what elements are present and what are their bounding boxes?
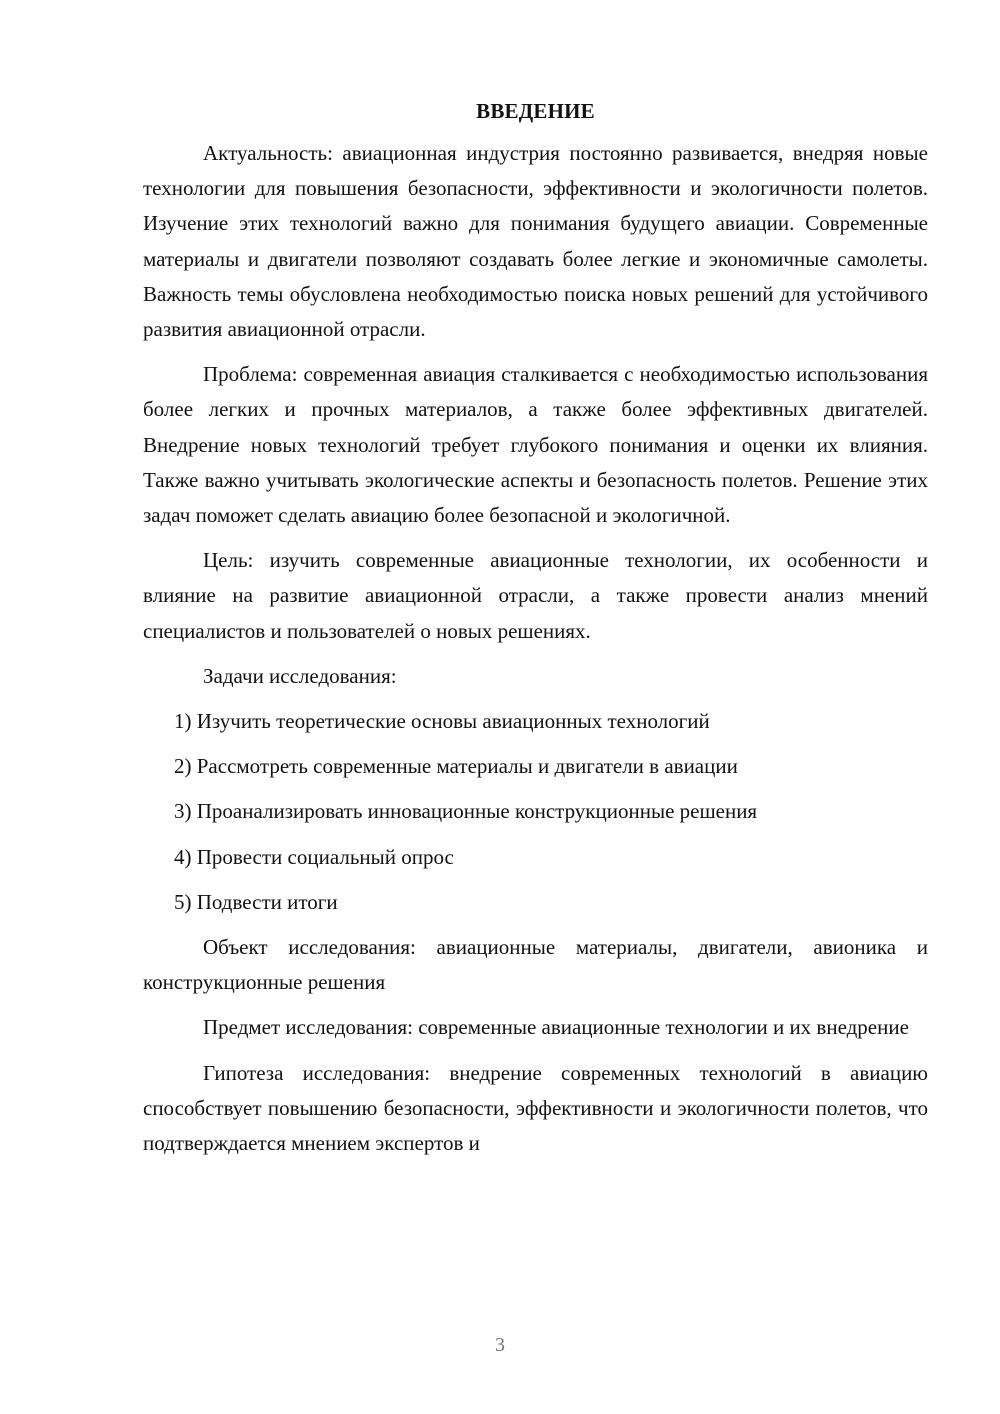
task-item: 4) Провести социальный опрос [174,844,454,869]
page-number: 3 [495,1334,505,1356]
section-title: ВВЕДЕНИЕ [476,99,595,123]
paragraph-hypothesis: Гипотеза исследования: внедрение современных технологий в авиацию способствует повышению безопасности, эффективности и экологичности полетов, что подтверждается мнением экспертов и [143,1060,928,1156]
paragraph-subject: Предмет исследования: современные авиационные технологии и их внедрение [203,1015,909,1040]
task-item: 5) Подвести итоги [174,889,338,914]
task-list [143,704,928,920]
task-item: 3) Проанализировать инновационные конструкционные решения [174,799,758,824]
paragraph-object: Объект исследования: авиационные материалы, двигатели, авионика и конструкционные решения [143,935,928,995]
page-content [143,94,928,1171]
task-item: 1) Изучить теоретические основы авиационных технологий [174,709,710,734]
task-item: 2) Рассмотреть современные материалы и двигатели в авиации [174,754,738,779]
paragraph-relevance: Актуальность: авиационная индустрия постоянно развивается, внедряя новые технологии для повышения безопасности, эффективности и экологичности полетов. Изучение этих технологий важно для понимания будущего авиации. Современные материалы и двигатели позволяют создавать более легкие и экономичные самолеты. Важность темы обусловлена необходимостью поиска новых решений для устойчивого развития авиационной отрасли. [143,141,928,342]
paragraph-goal: Цель: изучить современные авиационные технологии, их особенности и влияние на развитие авиационной отрасли, а также провести анализ мнений специалистов и пользователей о новых решениях. [143,548,928,643]
tasks-heading: Задачи исследования: [203,663,397,688]
paragraph-problem: Проблема: современная авиация сталкивается с необходимостью использования более легких и прочных материалов, а также более эффективных двигателей. Внедрение новых технологий требует глубокого понимания и оценки их влияния. Также важно учитывать экологические аспекты и безопасность полетов. Решение этих задач поможет сделать авиацию более безопасной и экологичной. [143,362,928,528]
